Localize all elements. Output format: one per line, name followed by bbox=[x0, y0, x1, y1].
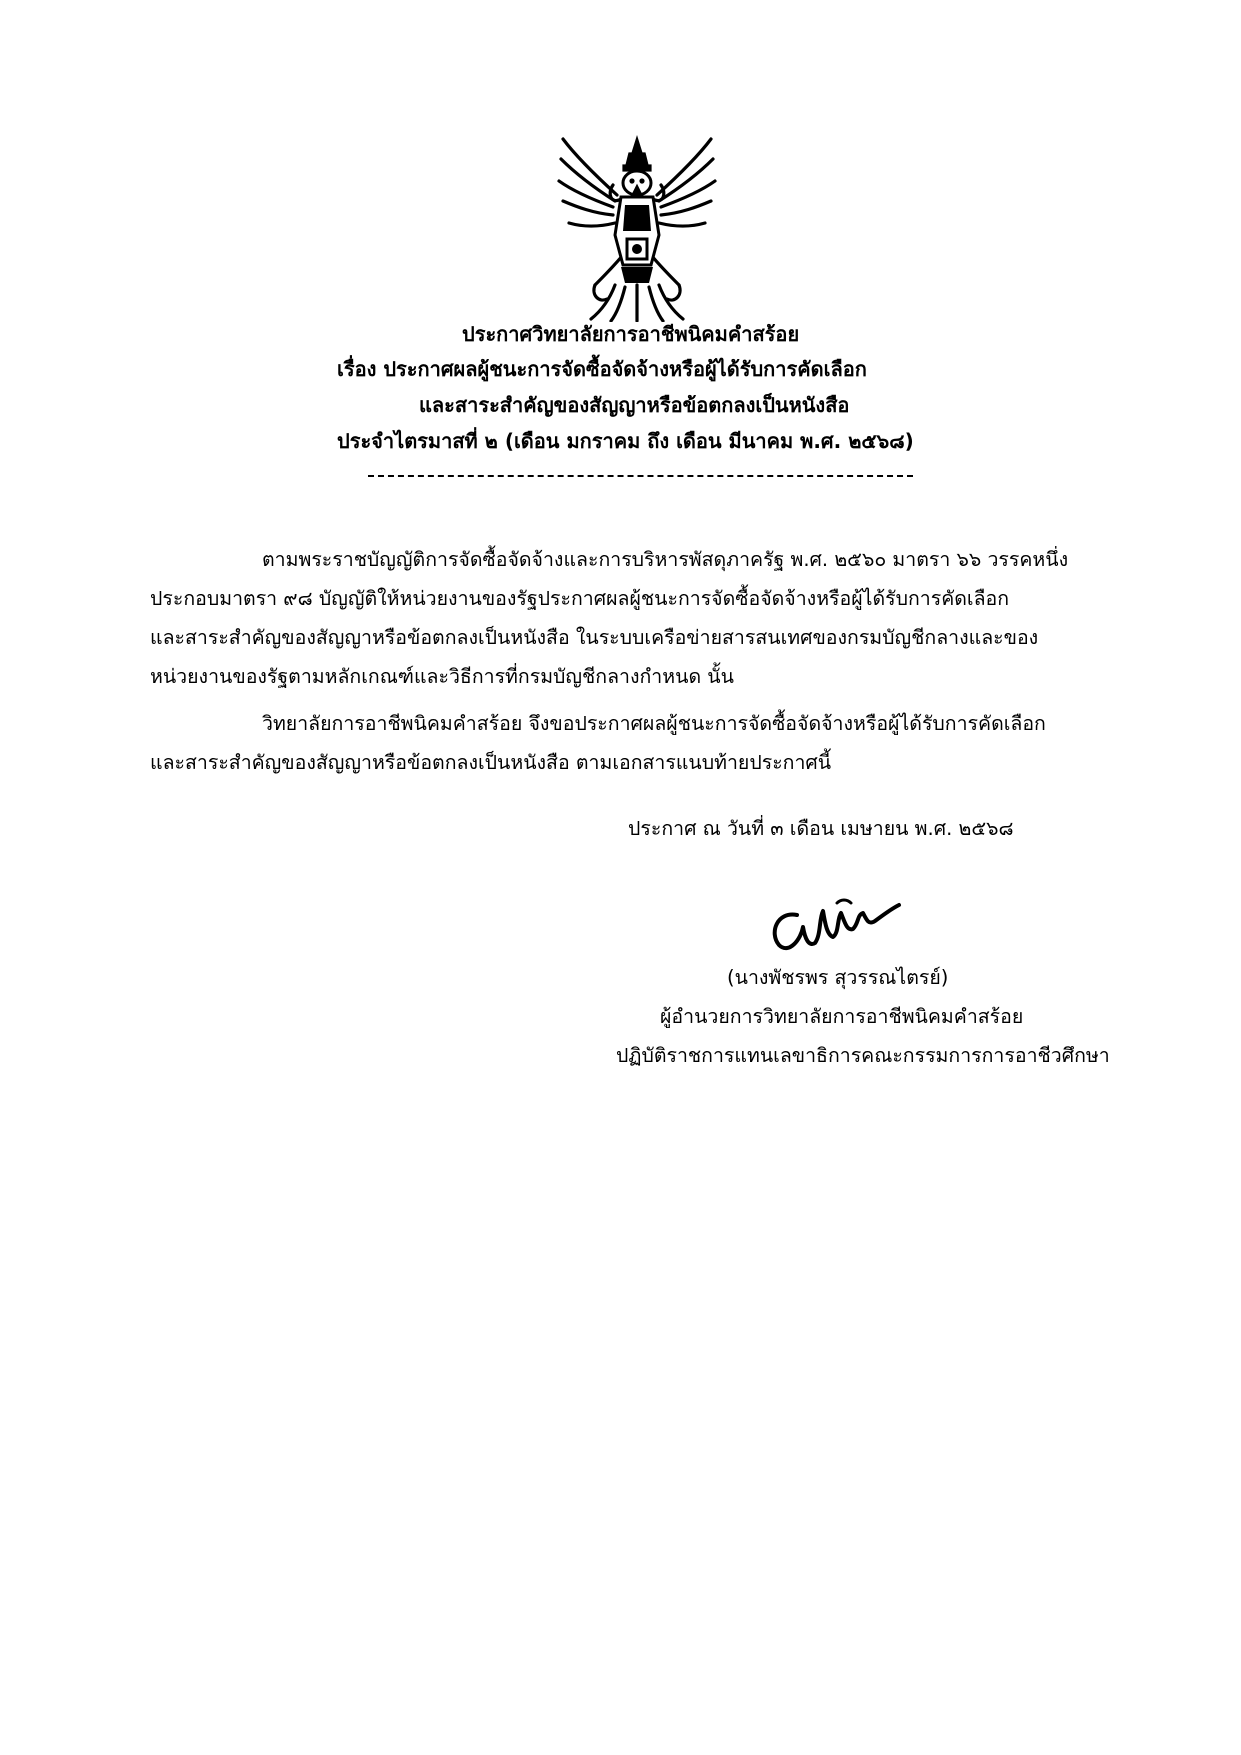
paragraph-line: ประกอบมาตรา ๙๘ บัญญัติให้หน่วยงานของรัฐประกาศผลผู้ชนะการจัดซื้อจัดจ้างหรือผู้ได้รับการคัดเลือก bbox=[150, 587, 1010, 610]
header-divider bbox=[368, 475, 913, 477]
signatory-position: ผู้อำนวยการวิทยาลัยการอาชีพนิคมคำสร้อย bbox=[660, 1005, 1024, 1028]
paragraph-line: วิทยาลัยการอาชีพนิคมคำสร้อย จึงขอประกาศผลผู้ชนะการจัดซื้อจัดจ้างหรือผู้ได้รับการคัดเลือก bbox=[262, 712, 1046, 735]
announcement-date: ประกาศ ณ วันที่ ๓ เดือน เมษายน พ.ศ. ๒๕๖๘ bbox=[628, 817, 1014, 840]
paragraph-line: ตามพระราชบัญญัติการจัดซื้อจัดจ้างและการบริหารพัสดุภาครัฐ พ.ศ. ๒๕๖๐ มาตรา ๖๖ วรรคหนึ่ง bbox=[262, 548, 1069, 571]
announcement-subject-cont: และสาระสำคัญของสัญญาหรือข้อตกลงเป็นหนังสือ bbox=[419, 393, 850, 417]
handwritten-signature bbox=[767, 893, 902, 959]
announcement-title: ประกาศวิทยาลัยการอาชีพนิคมคำสร้อย bbox=[462, 322, 800, 346]
signatory-name: (นางพัชรพร สุวรรณไตรย์) bbox=[727, 966, 949, 989]
paragraph-announcement bbox=[150, 704, 1130, 782]
announcement-subject: เรื่อง ประกาศผลผู้ชนะการจัดซื้อจัดจ้างหรือผู้ได้รับการคัดเลือก bbox=[337, 357, 867, 381]
announcement-period: ประจำไตรมาสที่ ๒ (เดือน มกราคม ถึง เดือน มีนาคม พ.ศ. ๒๕๖๘) bbox=[337, 429, 914, 453]
paragraph-line: และสาระสำคัญของสัญญาหรือข้อตกลงเป็นหนังสือ ในระบบเครือข่ายสารสนเทศของกรมบัญชีกลางและของ bbox=[150, 626, 1039, 649]
paragraph-line: หน่วยงานของรัฐตามหลักเกณฑ์และวิธีการที่กรมบัญชีกลางกำหนด นั้น bbox=[150, 665, 734, 688]
paragraph-line: และสาระสำคัญของสัญญาหรือข้อตกลงเป็นหนังสือ ตามเอกสารแนบท้ายประกาศนี้ bbox=[150, 751, 832, 774]
garuda-emblem-icon bbox=[555, 135, 720, 322]
signatory-acting-role: ปฏิบัติราชการแทนเลขาธิการคณะกรรมการการอาชีวศึกษา bbox=[616, 1044, 1110, 1067]
paragraph-legal-basis bbox=[150, 540, 1130, 696]
